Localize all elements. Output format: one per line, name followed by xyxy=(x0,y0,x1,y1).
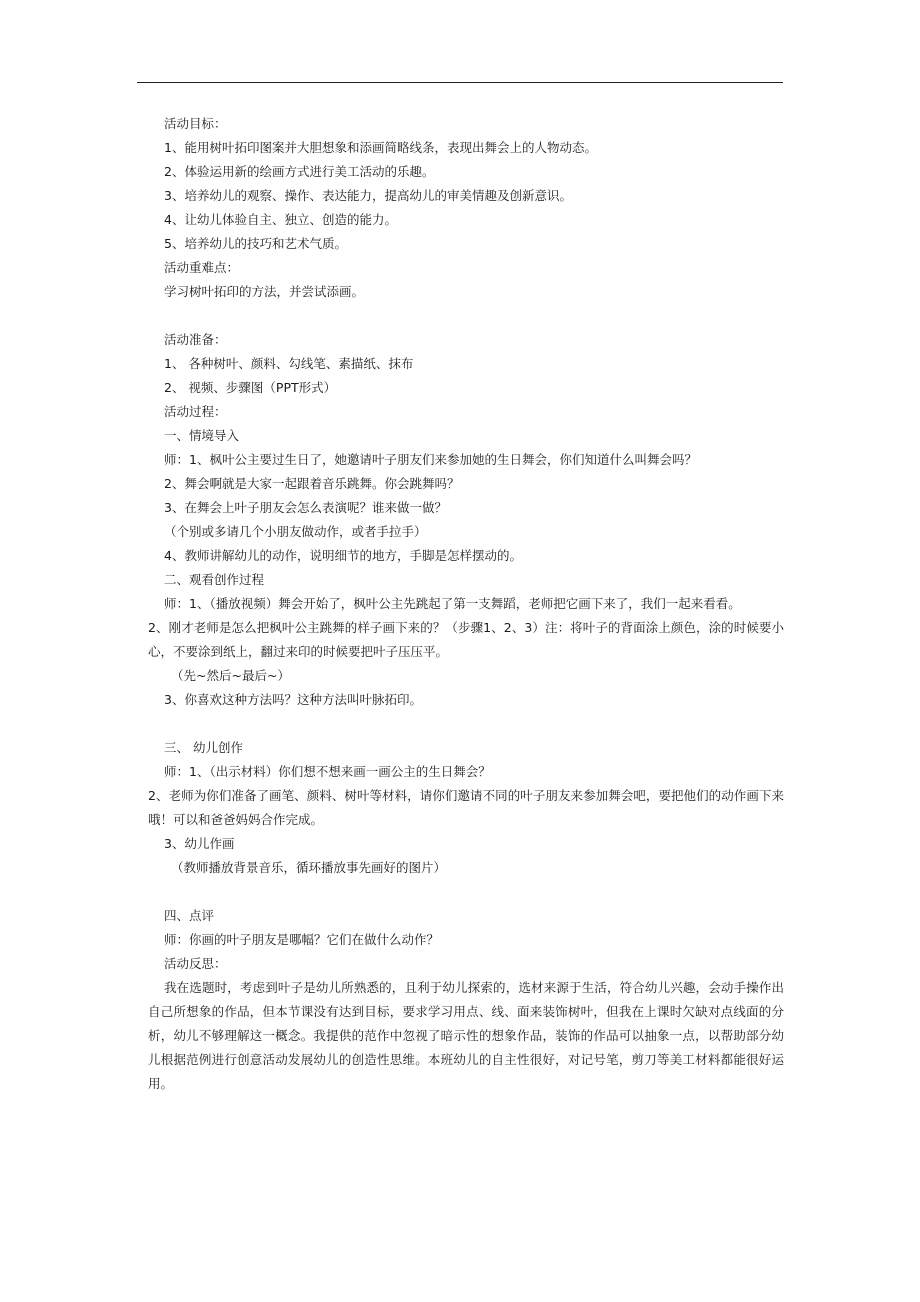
section-2-item-1: 师：1、（播放视频）舞会开始了，枫叶公主先跳起了第一支舞蹈，老师把它画下来了，我们一起来看看。 xyxy=(164,596,741,611)
section-1-item-4: 4、教师讲解幼儿的动作，说明细节的地方，手脚是怎样摆动的。 xyxy=(164,548,522,563)
spacer xyxy=(164,880,784,904)
section-1-item-3: 3、在舞会上叶子朋友会怎么表演呢？谁来做一做？ xyxy=(164,500,447,515)
section-2-heading: 二、观看创作过程 xyxy=(164,572,265,587)
key-heading: 活动重难点： xyxy=(164,260,240,275)
spacer xyxy=(164,304,784,328)
section-1-item-1: 师：1、枫叶公主要过生日了，她邀请叶子朋友们来参加她的生日舞会，你们知道什么叫舞会吗？ xyxy=(164,452,697,467)
goal-item-4: 4、让幼儿体验自主、独立、创造的能力。 xyxy=(164,212,397,227)
spacer xyxy=(164,712,784,736)
key-text: 学习树叶拓印的方法，并尝试添画。 xyxy=(164,284,365,299)
reflection-heading: 活动反思： xyxy=(164,956,227,971)
section-2-note: （先~然后~最后~） xyxy=(171,668,290,683)
prep-item-2: 2、 视频、步骤图（PPT形式） xyxy=(164,380,337,395)
section-3-item-1: 师：1、（出示材料）你们想不想来画一画公主的生日舞会？ xyxy=(164,764,491,779)
section-1-item-2: 2、舞会啊就是大家一起跟着音乐跳舞。你会跳舞吗？ xyxy=(164,476,460,491)
prep-item-1: 1、 各种树叶、颜料、勾线笔、素描纸、抹布 xyxy=(164,356,414,371)
prep-heading: 活动准备： xyxy=(164,332,227,347)
section-1-note: （个别或多请几个小朋友做动作，或者手拉手） xyxy=(164,524,427,539)
goal-item-3: 3、培养幼儿的观察、操作、表达能力，提高幼儿的审美情趣及创新意识。 xyxy=(164,188,572,203)
header-rule xyxy=(137,82,783,83)
goal-item-1: 1、能用树叶拓印图案并大胆想象和添画简略线条，表现出舞会上的人物动态。 xyxy=(164,140,597,155)
section-2-item-3: 3、你喜欢这种方法吗？这种方法叫叶脉拓印。 xyxy=(164,692,422,707)
reflection-text: 我在选题时，考虑到叶子是幼儿所熟悉的，且利于幼儿探索的，选材来源于生活，符合幼儿兴趣，会动手操作出自己所想象的作品，但本节课没有达到目标，要求学习用点、线、面来装饰树叶，但我在上课时欠缺对点线面的分析，幼儿不够理解这一概念。我提供的范作中忽视了暗示性的想象作品，装饰的作品可以抽象一点，以帮助部分幼儿根据范例进行创意活动发展幼儿的创造性思维。本班幼儿的自主性很好，对记号笔，剪刀等美工材料都能很好运用。 xyxy=(148,980,784,1091)
section-1-heading: 一、情境导入 xyxy=(164,428,240,443)
section-3-note: （教师播放背景音乐，循环播放事先画好的图片） xyxy=(171,860,447,875)
document-body xyxy=(148,112,784,1096)
section-3-heading: 三、 幼儿创作 xyxy=(164,740,243,755)
section-3-item-2: 2、老师为你们准备了画笔、颜料、树叶等材料，请你们邀请不同的叶子朋友来参加舞会吧，要把他们的动作画下来哦！可以和爸爸妈妈合作完成。 xyxy=(148,788,784,827)
section-3-item-3: 3、幼儿作画 xyxy=(164,836,235,851)
goal-heading: 活动目标： xyxy=(164,116,227,131)
section-4-heading: 四、点评 xyxy=(164,908,215,923)
section-4-item-1: 师：你画的叶子朋友是哪幅？它们在做什么动作？ xyxy=(164,932,440,947)
goal-item-2: 2、体验运用新的绘画方式进行美工活动的乐趣。 xyxy=(164,164,435,179)
process-heading: 活动过程： xyxy=(164,404,227,419)
goal-item-5: 5、培养幼儿的技巧和艺术气质。 xyxy=(164,236,347,251)
section-2-item-2: 2、刚才老师是怎么把枫叶公主跳舞的样子画下来的？（步骤1、2、3）注：将叶子的背面涂上颜色，涂的时候要小心，不要涂到纸上，翻过来印的时候要把叶子压压平。 xyxy=(148,620,784,659)
